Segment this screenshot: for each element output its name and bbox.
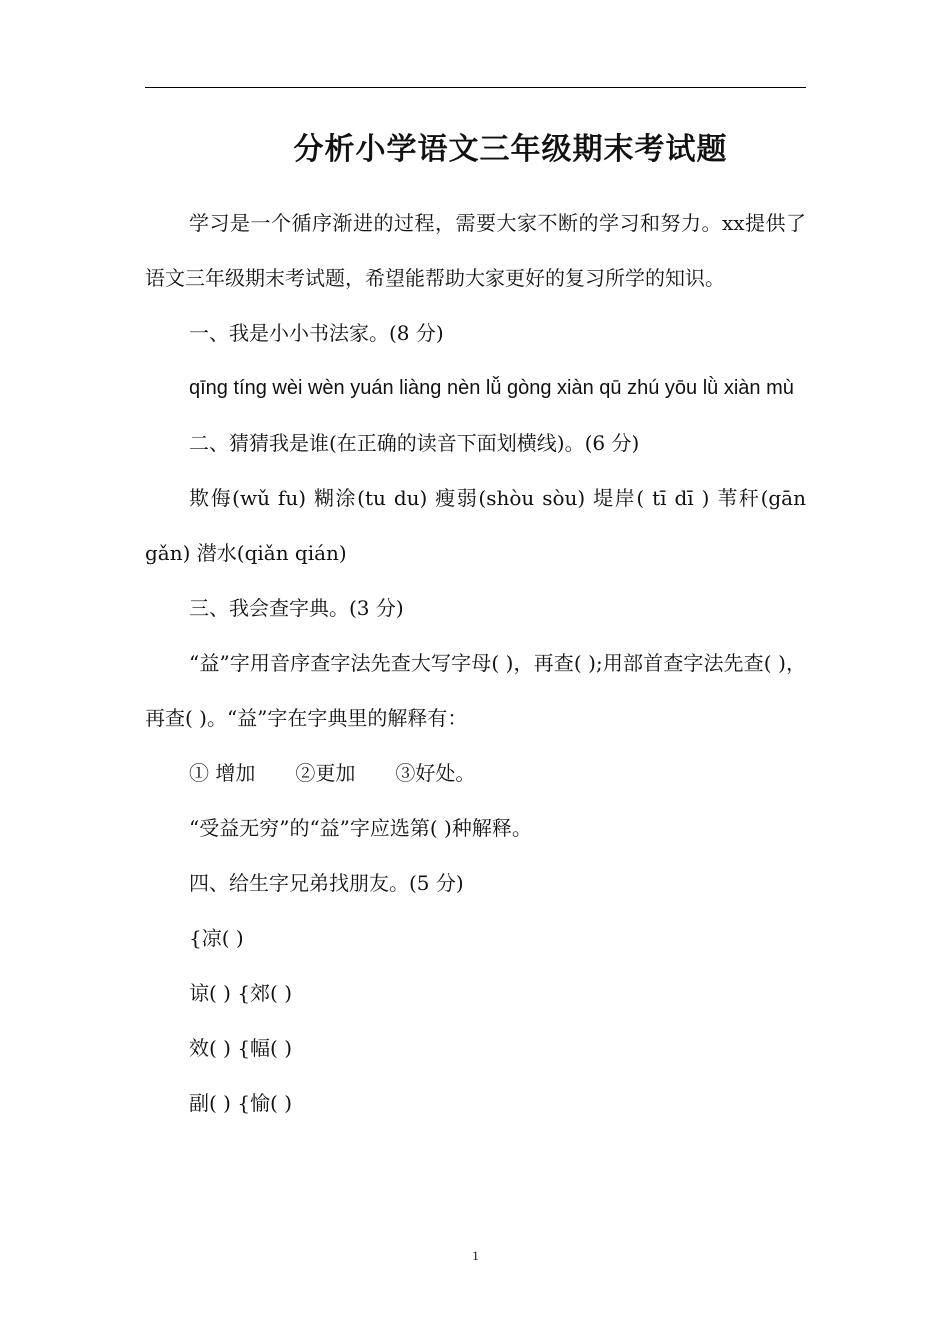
character-pair-line: 效( ) {幅( ) xyxy=(189,1036,293,1060)
section-3-heading: 三、我会查字典。(3 分) xyxy=(189,596,404,620)
page-number: 1 xyxy=(472,1248,479,1263)
document-title: 分析小学语文三年级期末考试题 xyxy=(293,132,728,167)
section-4-heading: 四、给生字兄弟找朋友。(5 分) xyxy=(189,871,464,895)
header-rule xyxy=(145,87,806,88)
intro-paragraph: 学习是一个循序渐进的过程，需要大家不断的学习和努力。xx提供了语文三年级期末考试题，希望能帮助大家更好的复习所学的知识。 xyxy=(145,211,806,290)
meaning-options: ① 增加 ②更加 ③好处。 xyxy=(189,761,476,785)
character-pair-line: 谅( ) {郊( ) xyxy=(189,981,293,1005)
pinyin-line: qīng tíng wèi wèn yuán liàng nèn lǚ gòng xiàn qū zhú yōu lǜ xiàn mù xyxy=(189,377,794,399)
section-1-heading: 一、我是小小书法家。(8 分) xyxy=(189,321,444,345)
document-body xyxy=(145,196,806,1131)
section-2-heading: 二、猜猜我是谁(在正确的读音下面划横线)。(6 分) xyxy=(189,431,640,455)
character-pair-line: 副( ) {愉( ) xyxy=(189,1091,293,1115)
pronunciation-choices: 欺侮(wǔ fu) 糊涂(tu du) 瘦弱(shòu sòu) 堤岸( tī dī ) 苇秆(gān gǎn) 潜水(qiǎn qián) xyxy=(145,486,806,565)
meaning-question: “受益无穷”的“益”字应选第( )种解释。 xyxy=(189,816,532,840)
dictionary-question: “益”字用音序查字法先查大写字母( )，再查( );用部首查字法先查( )，再查( )。“益”字在字典里的解释有： xyxy=(145,651,806,730)
character-pair-line: {凉( ) xyxy=(189,926,244,950)
